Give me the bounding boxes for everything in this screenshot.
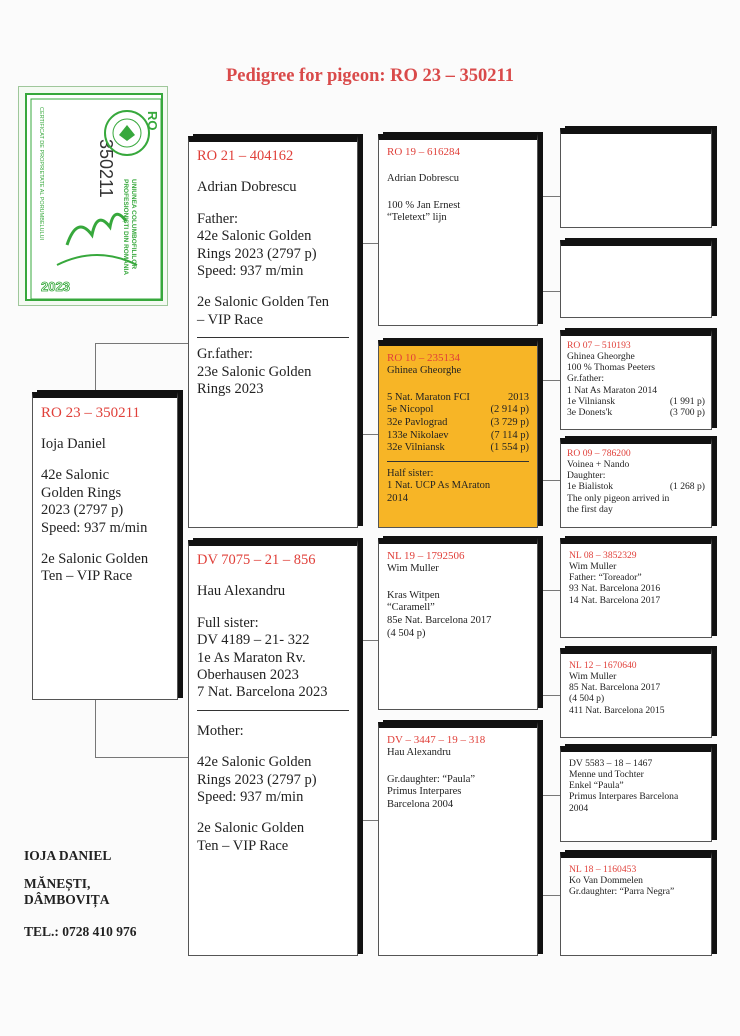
connector — [95, 700, 96, 758]
sire-line: Rings 2023 — [197, 380, 264, 397]
dam-line: 1e As Maraton Rv. — [197, 649, 306, 666]
ancestor-line: Ghinea Gheorghe — [567, 351, 635, 363]
ancestor-line: Gr.father: — [567, 373, 605, 385]
race-result-row: 5e Nicopol (2 914 p) — [387, 404, 529, 416]
dam-line: Mother: — [197, 722, 244, 739]
ancestor-line: 1 Nat As Maraton 2014 — [567, 384, 658, 396]
ancestor-card — [560, 330, 712, 430]
dam-line: Rings 2023 (2797 p) — [197, 771, 317, 788]
maternal-grandsire-line: 85e Nat. Barcelona 2017 — [387, 614, 492, 626]
ancestor-line: the first day — [567, 503, 613, 515]
dam-line: 2e Salonic Golden — [197, 820, 305, 837]
connector — [542, 291, 560, 292]
connector — [542, 196, 560, 197]
maternal-grandsire-ring: NL 19 – 1792506 — [387, 550, 465, 562]
connector — [358, 434, 378, 435]
dam-line: Speed: 937 m/min — [197, 788, 304, 805]
subject-result-line: Golden Rings — [41, 484, 122, 501]
connector — [542, 895, 560, 896]
sire-line: Speed: 937 m/min — [197, 262, 304, 279]
paternal-grandsire-ring: RO 19 – 616284 — [387, 146, 461, 158]
paternal-grandsire-line: “Teletext” lijn — [387, 212, 447, 224]
ancestor-card-empty — [560, 240, 712, 318]
ancestor-line: Daughter: — [567, 470, 606, 482]
dam-card — [188, 540, 358, 956]
paternal-granddam-owner: Ghinea Gheorghe — [387, 365, 462, 377]
ancestor-line: Primus Interpares Barcelona — [569, 791, 679, 803]
ancestor-line: Father: “Toreador” — [569, 572, 642, 584]
race-result-row: 3e Donets'k (3 700 p) — [567, 406, 705, 418]
ancestor-card — [560, 648, 712, 738]
ancestor-line: 14 Nat. Barcelona 2017 — [569, 594, 661, 606]
race-result-row: 1e Vilniansk (1 991 p) — [567, 395, 705, 407]
paternal-grandsire-line: 100 % Jan Ernest — [387, 199, 461, 211]
subject-result-line: Ten – VIP Race — [41, 568, 133, 585]
cert-year: 2023 — [41, 279, 70, 294]
connector — [542, 590, 560, 591]
ancestor-card — [560, 746, 712, 842]
subject-result-line: 2e Salonic Golden — [41, 550, 149, 567]
ancestor-card — [560, 852, 712, 956]
ancestor-card — [560, 438, 712, 528]
breeder-location — [24, 876, 110, 908]
maternal-granddam-line: Barcelona 2004 — [387, 798, 454, 810]
breeder-location-line: DÂMBOVIȚA — [24, 892, 110, 908]
ancestor-ring: RO 09 – 786200 — [567, 448, 631, 459]
maternal-grandsire-line: Kras Witpen — [387, 589, 440, 601]
maternal-grandsire-owner: Wim Muller — [387, 563, 439, 575]
cert-org-line1: UNIUNEA COLUMBOFILILOR — [130, 179, 137, 270]
ancestor-line: Ko Van Dommelen — [569, 875, 643, 887]
subject-result-line: 2023 (2797 p) — [41, 502, 124, 519]
ancestor-line: Enkel “Paula” — [569, 780, 624, 792]
subject-result-line: Speed: 937 m/min — [41, 519, 148, 536]
subject-ring: RO 23 – 350211 — [41, 405, 141, 421]
ancestor-line: Voinea + Nando — [567, 459, 630, 471]
maternal-granddam-line: Primus Interpares — [387, 786, 462, 798]
paternal-granddam-line: 1 Nat. UCP As MAraton — [387, 480, 491, 492]
maternal-granddam-card — [378, 722, 538, 956]
certificate-frame — [25, 93, 163, 301]
sire-line: Father: — [197, 210, 239, 227]
divider — [197, 710, 349, 711]
ancestor-line: DV 5583 – 18 – 1467 — [569, 758, 653, 769]
ancestor-line: Menne und Tochter — [569, 769, 644, 781]
race-result-row: 1e Bialistok (1 268 p) — [567, 481, 705, 493]
certificate-graphic — [27, 95, 165, 303]
connector — [542, 795, 560, 796]
subject-pigeon-card — [32, 392, 178, 700]
maternal-granddam-ring: DV – 3447 – 19 – 318 — [387, 734, 486, 746]
subject-result-line: 42e Salonic — [41, 467, 110, 484]
ancestor-line: 100 % Thomas Peeters — [567, 362, 656, 374]
dam-line: Oberhausen 2023 — [197, 666, 299, 683]
connector — [95, 343, 188, 344]
ancestor-ring: NL 12 – 1670640 — [569, 660, 637, 671]
paternal-granddam-line: 2014 — [387, 492, 408, 504]
ancestor-line: (4 504 p) — [569, 693, 605, 705]
breeder-location-line: MĂNEȘTI, — [24, 876, 91, 891]
connector — [358, 243, 378, 244]
dam-line: Full sister: — [197, 614, 259, 631]
race-result-row: 5 Nat. Maraton FCI 2013 — [387, 391, 529, 403]
cert-org-line2: PROFESIONIȘTI DIN ROMÂNIA — [122, 179, 129, 276]
maternal-granddam-line: Gr.daughter: “Paula” — [387, 773, 476, 785]
race-result-row: 32e Pavlograd (3 729 p) — [387, 416, 529, 428]
dam-line: 42e Salonic Golden — [197, 754, 312, 771]
dam-line: 7 Nat. Barcelona 2023 — [197, 684, 328, 701]
divider — [197, 337, 349, 338]
sire-line: 2e Salonic Golden Ten — [197, 294, 330, 311]
subject-owner: Ioja Daniel — [41, 436, 106, 452]
sire-line: 42e Salonic Golden — [197, 228, 312, 245]
connector — [358, 640, 378, 641]
sire-line: Gr.father: — [197, 346, 253, 363]
cert-side-text: CERTIFICAT DE PROPRIETATE AL PORUMBELULUI — [38, 107, 44, 241]
connector — [95, 757, 188, 758]
dam-line: DV 4189 – 21- 322 — [197, 632, 310, 649]
divider — [387, 461, 529, 462]
connector — [542, 380, 560, 381]
paternal-granddam-line: Half sister: — [387, 467, 434, 479]
connector — [95, 343, 96, 391]
connector — [358, 820, 378, 821]
sire-line: – VIP Race — [197, 311, 264, 328]
ancestor-line: Wim Muller — [569, 561, 617, 573]
connector — [542, 480, 560, 481]
ancestor-line: The only pigeon arrived in — [567, 492, 670, 504]
dam-owner: Hau Alexandru — [197, 583, 286, 600]
maternal-grandsire-line: “Caramell” — [387, 602, 435, 614]
page-title: Pedigree for pigeon: RO 23 – 350211 — [225, 66, 515, 86]
ownership-certificate — [18, 86, 168, 306]
paternal-grandsire-owner: Adrian Dobrescu — [387, 173, 460, 185]
paternal-granddam-card — [378, 340, 538, 528]
race-result-row: 133e Nikolaev (7 114 p) — [387, 429, 529, 441]
maternal-grandsire-card — [378, 538, 538, 710]
ancestor-line: Gr.daughter: “Parra Negra” — [569, 886, 675, 898]
breeder-name: IOJA DANIEL — [24, 848, 112, 863]
ancestor-line: 411 Nat. Barcelona 2015 — [569, 704, 665, 716]
ancestor-card-empty — [560, 128, 712, 228]
ancestor-card — [560, 538, 712, 638]
dam-ring: DV 7075 – 21 – 856 — [197, 552, 316, 568]
ancestor-line: 85 Nat. Barcelona 2017 — [569, 682, 661, 694]
ancestor-ring: NL 08 – 3852329 — [569, 550, 637, 561]
dam-line: Ten – VIP Race — [197, 837, 289, 854]
paternal-granddam-ring: RO 10 – 235134 — [387, 352, 461, 364]
ancestor-ring: RO 07 – 510193 — [567, 340, 631, 351]
sire-line: Rings 2023 (2797 p) — [197, 245, 317, 262]
ancestor-line: 2004 — [569, 802, 589, 814]
ancestor-ring: NL 18 – 1160453 — [569, 864, 637, 875]
cert-country: RO — [145, 111, 160, 131]
sire-owner: Adrian Dobrescu — [197, 179, 297, 196]
breeder-phone: TEL.: 0728 410 976 — [24, 924, 137, 939]
cert-number: 350211 — [96, 139, 116, 198]
race-result-row: 32e Vilniansk (1 554 p) — [387, 442, 529, 454]
connector — [542, 695, 560, 696]
maternal-granddam-owner: Hau Alexandru — [387, 747, 451, 759]
sire-line: 23e Salonic Golden — [197, 363, 312, 380]
maternal-grandsire-line: (4 504 p) — [387, 627, 426, 639]
ancestor-line: 93 Nat. Barcelona 2016 — [569, 583, 661, 595]
sire-card — [188, 136, 358, 528]
ancestor-line: Wim Muller — [569, 671, 617, 683]
paternal-grandsire-card — [378, 134, 538, 326]
sire-ring: RO 21 – 404162 — [197, 148, 294, 164]
